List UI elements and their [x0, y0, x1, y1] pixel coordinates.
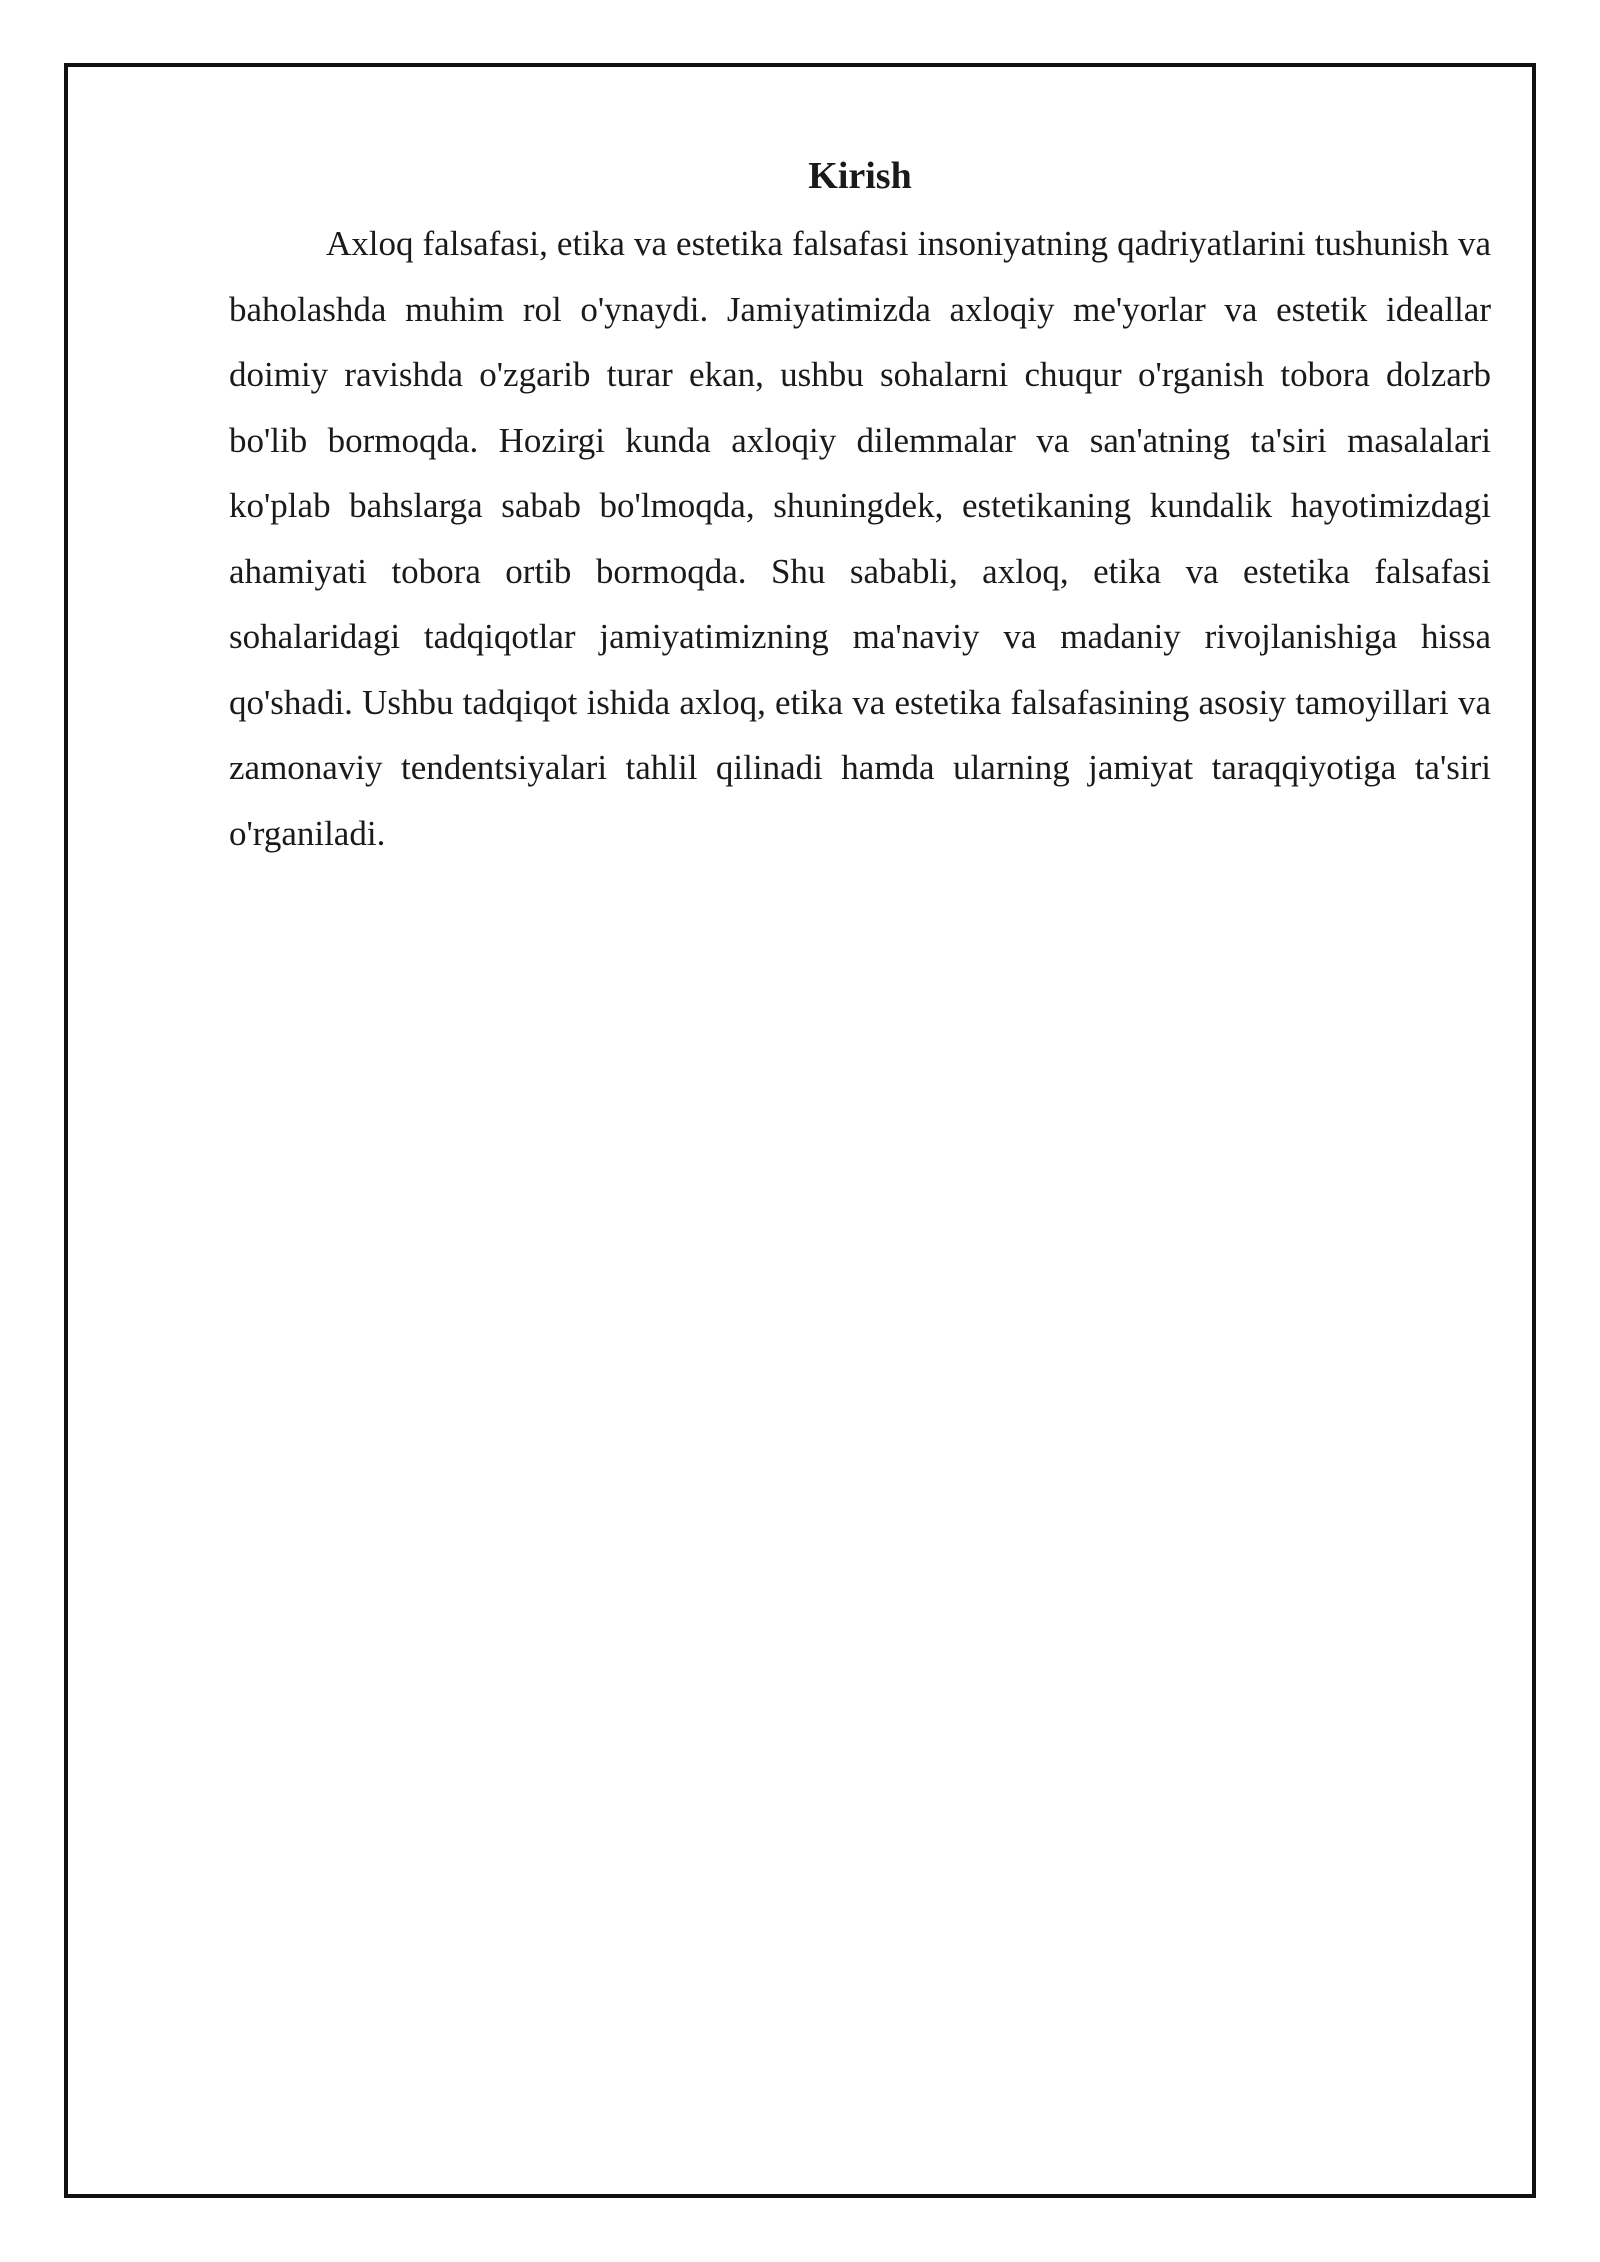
document-title: Kirish [808, 155, 912, 197]
introduction-paragraph: Axloq falsafasi, etika va estetika falsafasi insoniyatning qadriyatlarini tushunish va baholashda muhim rol o'ynaydi. Jamiyatimizda axloqiy me'yorlar va estetik ideallar doimiy ravishda o'zgarib turar ekan, ushbu sohalarni chuqur o'rganish tobora dolzarb bo'lib bormoqda. Hozirgi kunda axloqiy dilemmalar va san'atning ta'siri masalalari ko'plab bahslarga sabab bo'lmoqda, shuningdek, estetikaning kundalik hayotimizdagi ahamiyati tobora ortib bormoqda. Shu sababli, axloq, etika va estetika falsafasi sohalaridagi tadqiqotlar jamiyatimizning ma'naviy va madaniy rivojlanishiga hissa qo'shadi. Ushbu tadqiqot ishida axloq, etika va estetika falsafasining asosiy tamoyillari va zamonaviy tendentsiyalari tahlil qilinadi hamda ularning jamiyat taraqqiyotiga ta'siri o'rganiladi. [229, 224, 1491, 853]
document-body [229, 150, 1491, 866]
